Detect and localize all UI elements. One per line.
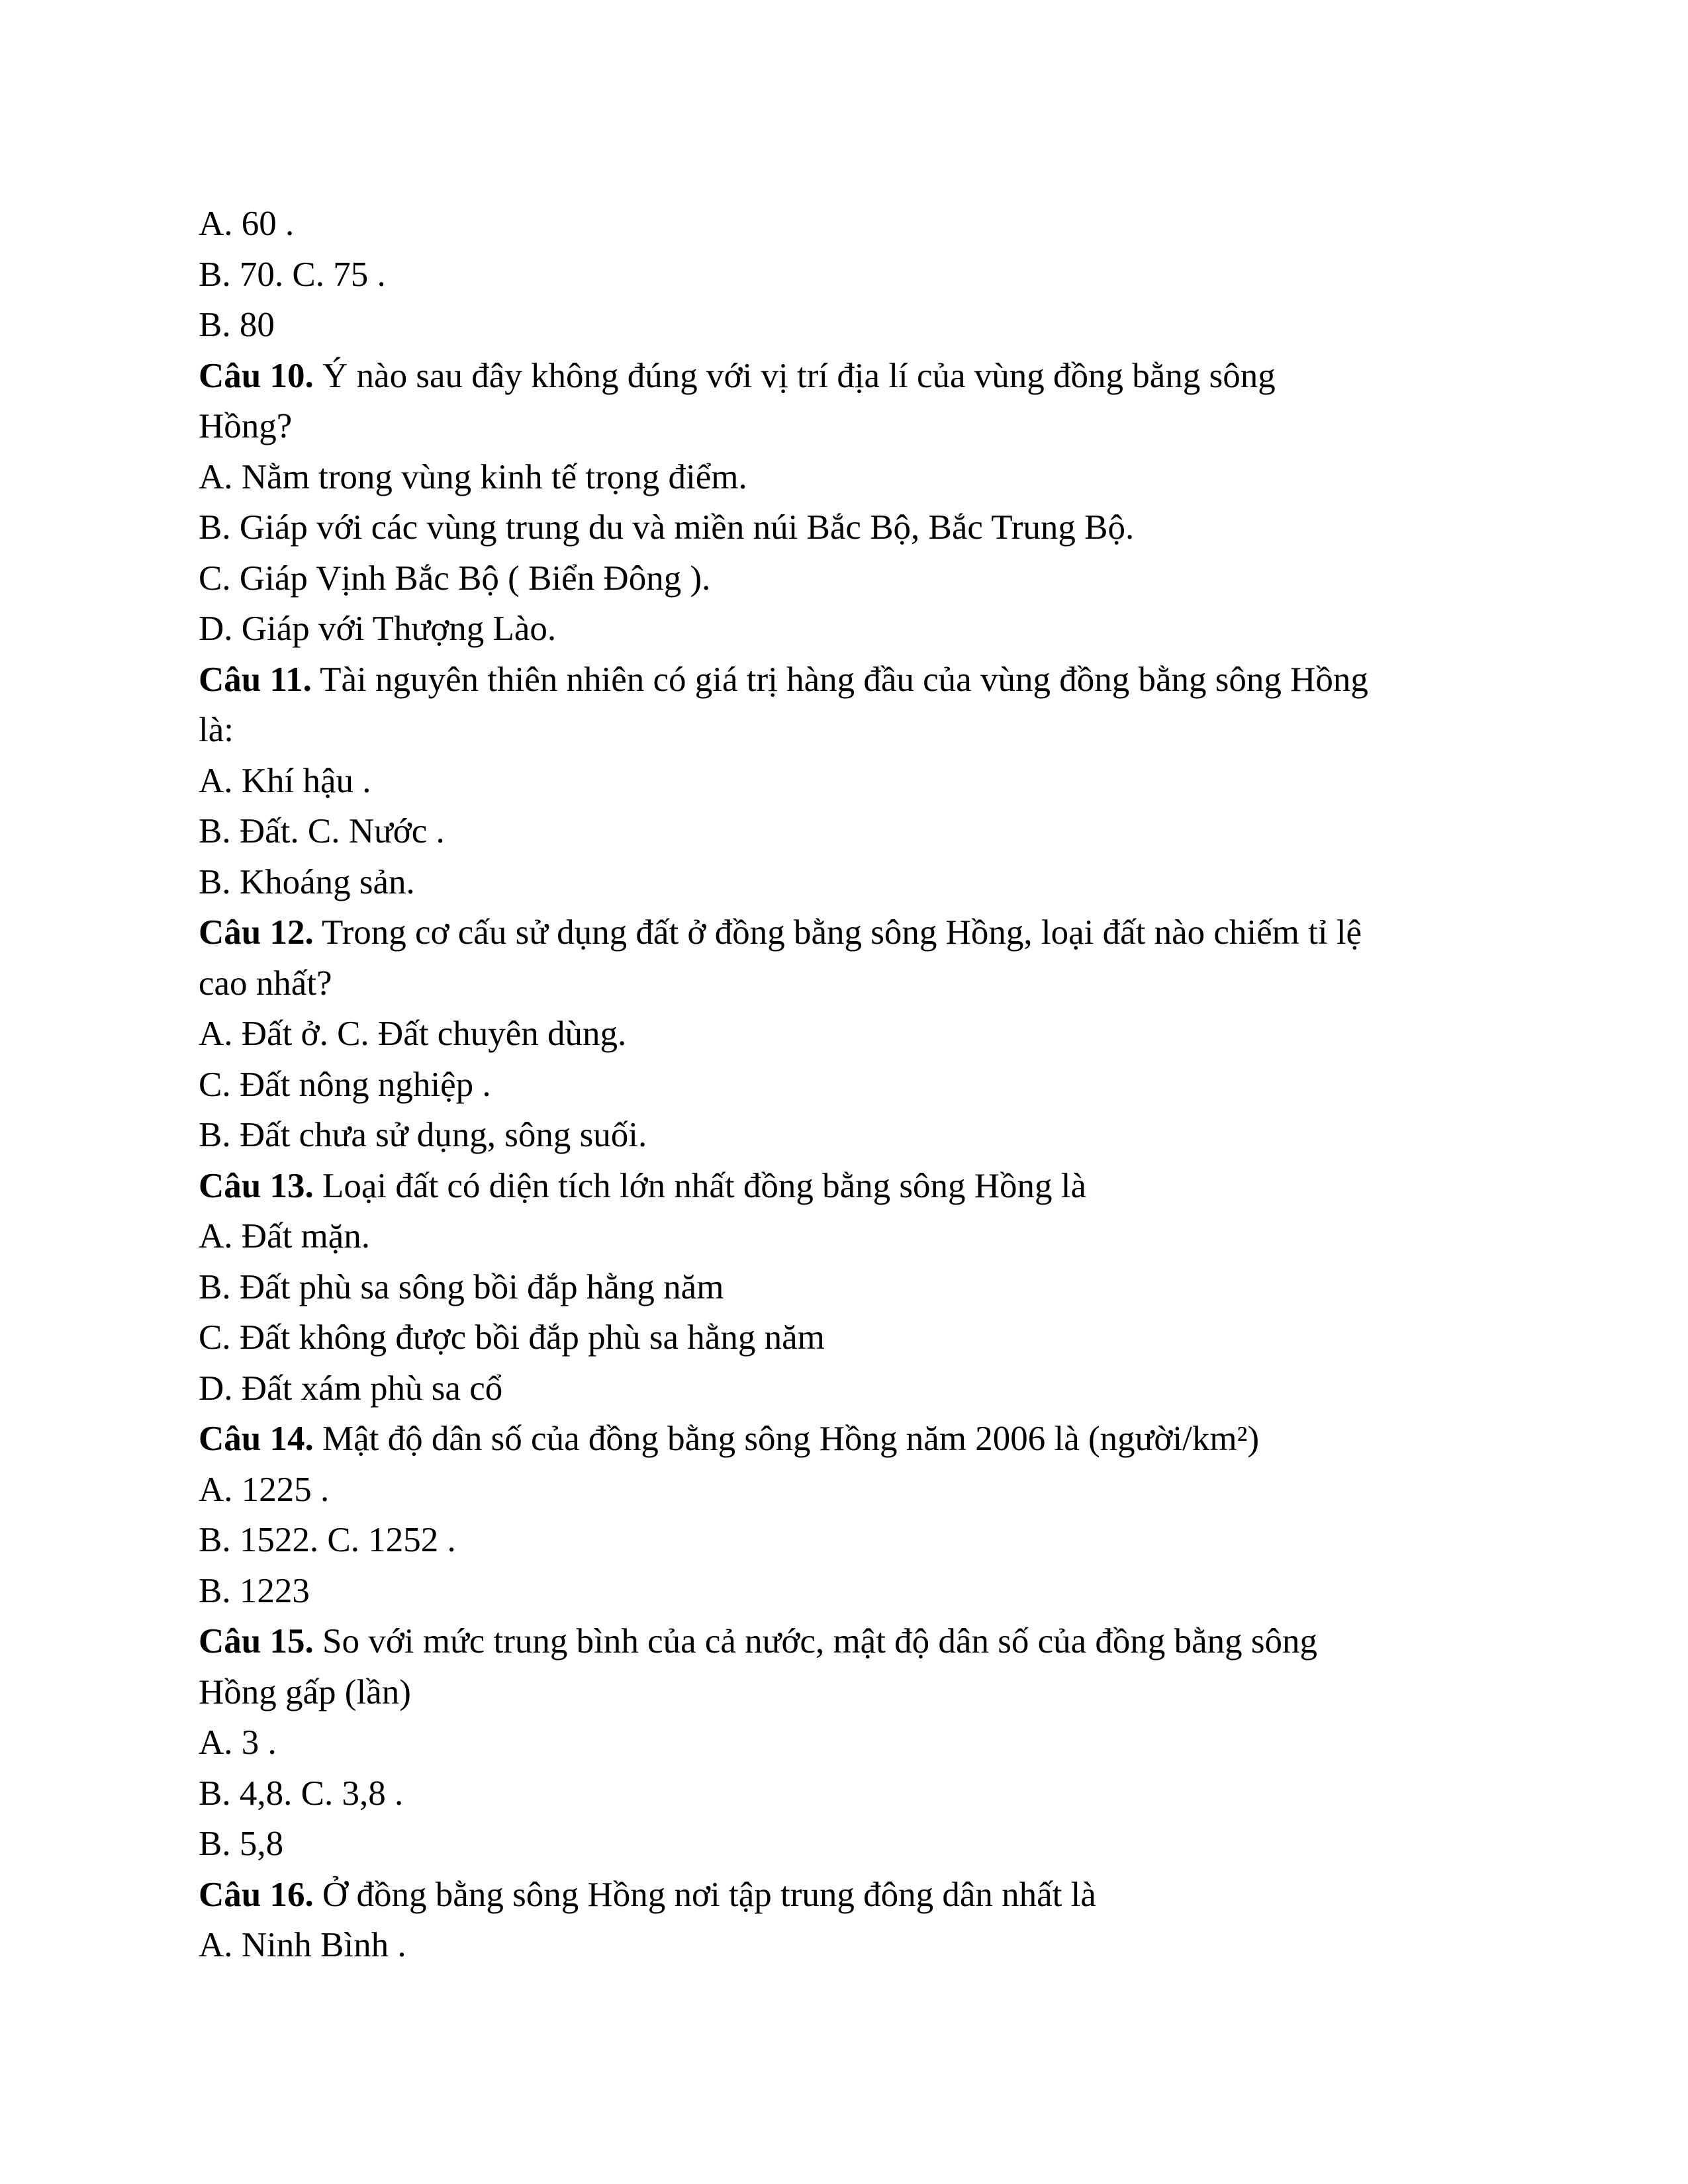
option-line: A. 1225 . (199, 1470, 330, 1509)
question-label: Câu 10. (199, 356, 314, 395)
option-line: A. Đất ở. C. Đất chuyên dùng. (199, 1015, 627, 1053)
question-12 (199, 907, 1489, 1161)
option-line: B. Đất phù sa sông bồi đắp hằng năm (199, 1267, 724, 1306)
option-line: B. 1522. C. 1252 . (199, 1521, 456, 1559)
question-stem (199, 1414, 1489, 1465)
option-line: B. 80 (199, 306, 275, 344)
question-label: Câu 11. (199, 660, 312, 699)
option-line: A. Khí hậu . (199, 761, 371, 800)
option-line: B. Giáp với các vùng trung du và miền núi Bắc Bộ, Bắc Trung Bộ. (199, 508, 1135, 547)
question-stem (199, 907, 1489, 958)
question-13 (199, 1161, 1489, 1414)
question-16 (199, 1870, 1489, 1971)
question-label: Câu 13. (199, 1166, 314, 1205)
question-text: Ở đồng bằng sông Hồng nơi tập trung đông dân nhất là (313, 1875, 1096, 1914)
question-text: Ý nào sau đây không đúng với vị trí địa lí của vùng đồng bằng sông (313, 356, 1276, 395)
question-text-continued: Hồng? (199, 407, 293, 445)
document-page (199, 199, 1489, 1971)
question-text: So với mức trung bình của cả nước, mật độ dân số của đồng bằng sông (313, 1622, 1318, 1661)
option-line: B. Đất chưa sử dụng, sông suối. (199, 1116, 647, 1154)
option-line: A. 3 . (199, 1723, 277, 1762)
option-line: A. Ninh Bình . (199, 1926, 406, 1964)
question-label: Câu 15. (199, 1622, 314, 1661)
option-line: A. Đất mặn. (199, 1217, 371, 1255)
question-stem (199, 1616, 1489, 1667)
question-label: Câu 16. (199, 1875, 314, 1914)
option-line: B. 1223 (199, 1571, 310, 1610)
question-text-continued: cao nhất? (199, 964, 332, 1003)
option-line: C. Đất không được bồi đắp phù sa hằng năm (199, 1318, 825, 1357)
question-text: Trong cơ cấu sử dụng đất ở đồng bằng sông Hồng, loại đất nào chiếm tỉ lệ (313, 913, 1362, 952)
option-line: B. Đất. C. Nước . (199, 812, 445, 850)
question-11 (199, 655, 1489, 908)
question-stem (199, 351, 1489, 402)
question-text-continued: là: (199, 711, 234, 749)
question-label: Câu 14. (199, 1420, 314, 1458)
question-15 (199, 1616, 1489, 1870)
question-text-continued: Hồng gấp (lần) (199, 1672, 411, 1711)
leading-options (199, 199, 1489, 351)
question-text: Loại đất có diện tích lớn nhất đồng bằng sông Hồng là (313, 1166, 1087, 1205)
option-line: D. Đất xám phù sa cổ (199, 1369, 503, 1408)
question-text: Tài nguyên thiên nhiên có giá trị hàng đầu của vùng đồng bằng sông Hồng (311, 660, 1368, 699)
question-stem (199, 655, 1489, 705)
option-line: A. Nằm trong vùng kinh tế trọng điểm. (199, 457, 747, 496)
option-line: A. 60 . (199, 205, 295, 243)
option-line: B. 5,8 (199, 1825, 284, 1863)
question-10 (199, 351, 1489, 655)
question-text: Mật độ dân số của đồng bằng sông Hồng năm 2006 là (người/km²) (313, 1420, 1260, 1458)
option-line: B. Khoáng sản. (199, 862, 415, 901)
question-stem (199, 1161, 1489, 1212)
question-stem (199, 1870, 1489, 1921)
option-line: D. Giáp với Thượng Lào. (199, 610, 557, 648)
option-line: B. 4,8. C. 3,8 . (199, 1774, 404, 1813)
question-label: Câu 12. (199, 913, 314, 952)
question-14 (199, 1414, 1489, 1616)
option-line: C. Giáp Vịnh Bắc Bộ ( Biển Đông ). (199, 559, 711, 598)
option-line: B. 70. C. 75 . (199, 255, 386, 294)
option-line: C. Đất nông nghiệp . (199, 1065, 491, 1104)
